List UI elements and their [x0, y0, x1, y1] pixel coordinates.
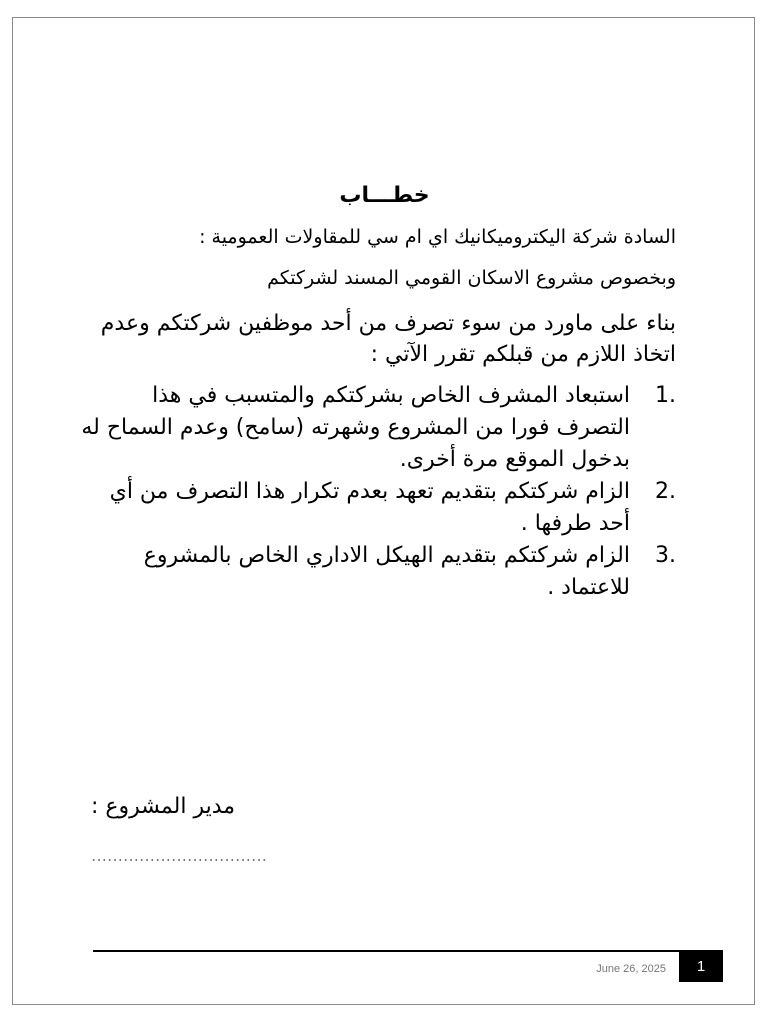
- list-item-text: استبعاد المشرف الخاص بشركتكم والمتسبب في هذا التصرف فورا من المشروع وشهرته (سامح) وعدم السماح له بدخول الموقع مرة أخرى.: [81, 383, 630, 472]
- letter-title: خطـــاب: [339, 183, 430, 208]
- footer-divider: [93, 950, 723, 952]
- page-number-badge: 1: [679, 951, 723, 982]
- list-item: [76, 476, 676, 540]
- intro-paragraph: بناء على ماورد من سوء تصرف من أحد موظفين شركتكم وعدم اتخاذ اللازم من قبلكم تقرر الآتي :: [100, 311, 676, 367]
- list-item-number: 2.: [655, 479, 676, 504]
- addressee-line: السادة شركة اليكتروميكانيك اي ام سي للمقاولات العمومية :: [199, 226, 676, 248]
- document-page: [12, 17, 755, 1005]
- list-item-text: الزام شركتكم بتقديم تعهد بعدم تكرار هذا التصرف من أي أحد طرفها .: [109, 479, 630, 536]
- signature-line: ……………………………: [91, 846, 267, 865]
- list-item-number: 1.: [655, 383, 676, 408]
- list-item: [76, 540, 676, 604]
- list-item-text: الزام شركتكم بتقديم الهيكل الاداري الخاص بالمشروع للاعتماد .: [143, 543, 630, 600]
- signer-label: مدير المشروع :: [91, 794, 236, 819]
- list-item-number: 3.: [655, 543, 676, 568]
- decision-list: [76, 380, 676, 604]
- list-item: [76, 380, 676, 476]
- subject-line: وبخصوص مشروع الاسكان القومي المسند لشركتكم: [267, 267, 676, 289]
- footer-date: June 26, 2025: [596, 963, 666, 975]
